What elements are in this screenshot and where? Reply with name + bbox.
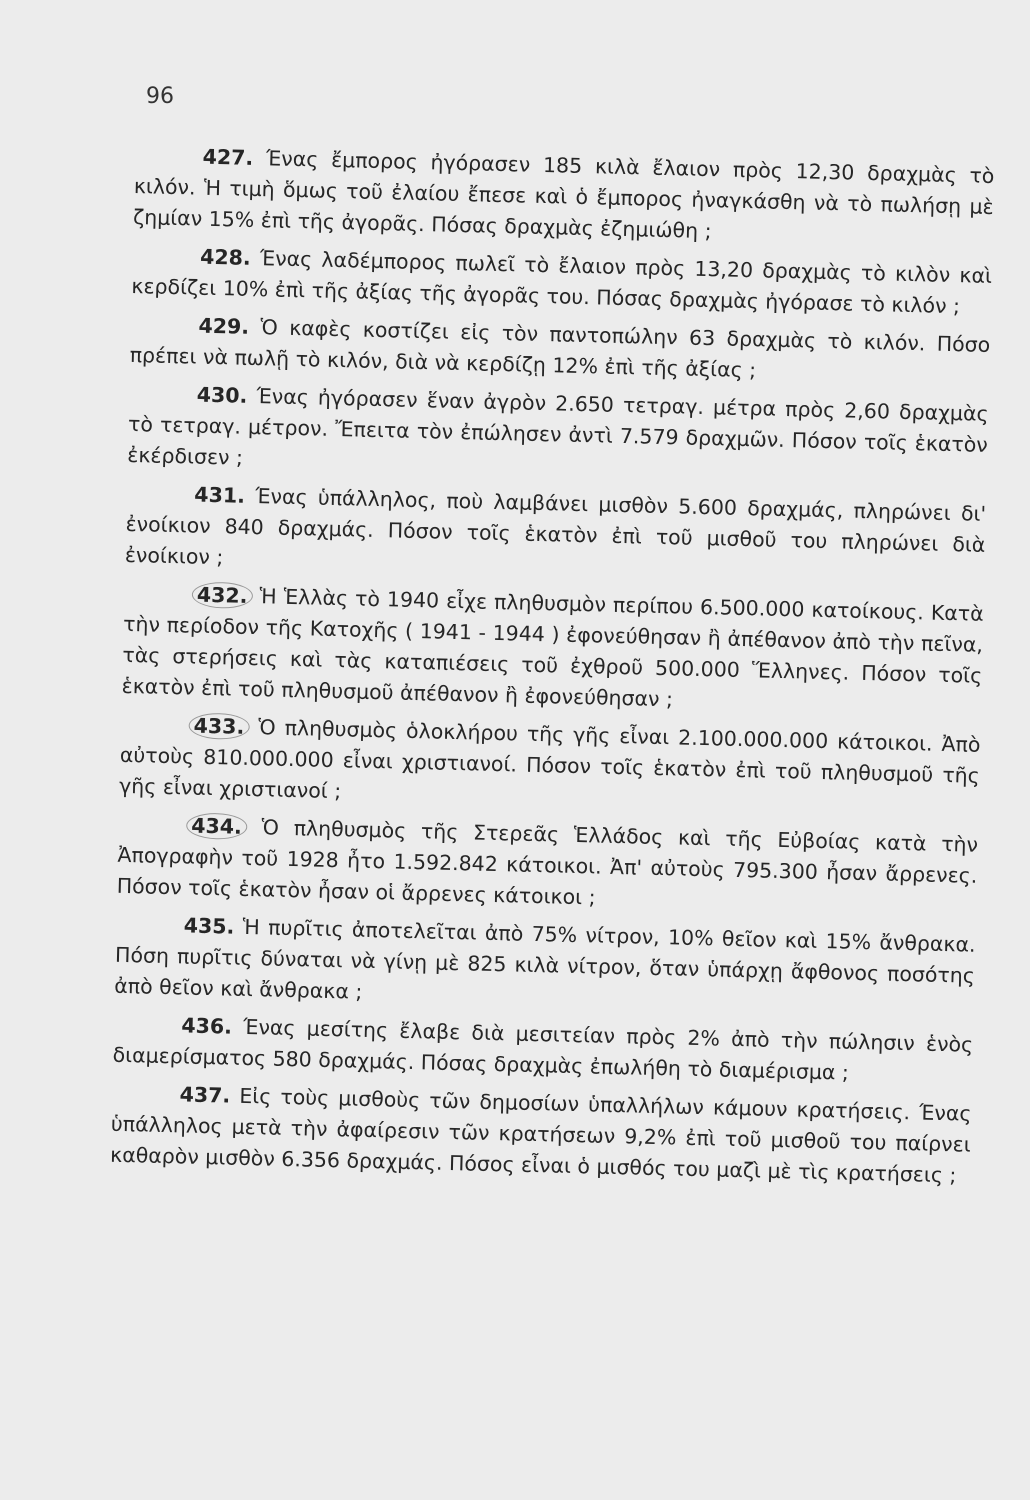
problem-number: 432. [192, 582, 253, 609]
problem-437 [110, 1078, 972, 1192]
problem-433 [119, 709, 981, 823]
problem-434 [116, 809, 978, 923]
problem-number: 430. [196, 382, 248, 408]
problem-number: 427. [202, 144, 254, 170]
problem-428 [131, 240, 992, 323]
problem-text: Ένας ἠγόρασεν ἕναν ἀγρὸν 2.650 τετραγ. μέτρα πρὸς 2,60 δραχμὰς τὸ τετραγ. μέτρον. Ἔπειτα τὸν ἐπώλησεν ἀντὶ 7.579 δραχμῶν. Πόσον τοῖς ἑκατὸν ἐκέρδισεν ; [127, 384, 989, 470]
problem-431 [124, 478, 986, 592]
problem-number: 428. [199, 244, 252, 270]
problem-text: Ένας λαδέμπορος πωλεῖ τὸ ἔλαιον πρὸς 13,20 δραχμὰς τὸ κιλὸν καὶ κερδίζει 10% ἐπὶ τῆς ἀξίας τῆς ἀγορᾶς του. Πόσας δραχμὰς ἠγόρασε τὸ κιλόν ; [131, 246, 993, 319]
problem-number: 435. [183, 913, 235, 939]
problem-text: Ὁ πληθυσμὸς τῆς Στερεᾶς Ἑλλάδος καὶ τῆς Εὐβοίας κατὰ τὴν Ἀπογραφὴν τοῦ 1928 ἦτο 1.592.842 κάτοικοι. Ἀπ' αὐτοὺς 795.300 ἦσαν ἄρρενες. Πόσον τοῖς ἑκατὸν ἦσαν οἱ ἄρρενες κάτοικοι ; [116, 815, 979, 910]
problem-number: 429. [198, 313, 250, 339]
problem-number: 437. [179, 1082, 231, 1108]
problem-number: 431. [194, 482, 246, 508]
problem-435 [114, 909, 976, 1023]
problem-436 [112, 1009, 973, 1092]
problem-text: Ὁ καφὲς κοστίζει εἰς τὸν παντοπώλην 63 δραχμὰς τὸ κιλόν. Πόσο πρέπει νὰ πωλῇ τὸ κιλόν, διὰ νὰ κερδίζῃ 12% ἐπὶ τῆς ἀξίας ; [129, 315, 991, 383]
problem-list [110, 140, 995, 1199]
problem-432 [121, 578, 984, 723]
page-number: 96 [146, 84, 174, 109]
problem-text: Εἰς τοὺς μισθοὺς τῶν δημοσίων ὑπαλλήλων κάμουν κρατήσεις. Ένας ὑπάλληλος μετὰ τὴν ἀφαίρεσιν τῶν κρατήσεων 9,2% ἐπὶ τοῦ μισθοῦ του παίρνει καθαρὸν μισθὸν 6.356 δραχμάς. Πόσος εἶναι ὁ μισθός του μαζὶ μὲ τὶς κρατήσεις ; [109, 1083, 972, 1188]
problem-text: Ἡ πυρῖτις ἀποτελεῖται ἀπὸ 75% νίτρον, 10% θεῖον καὶ 15% ἄνθρακα. Πόση πυρῖτις δύναται νὰ γίνῃ μὲ 825 κιλὰ νίτρον, ὅταν ὑπάρχῃ ἄφθονος ποσότης ἀπὸ θεῖον καὶ ἄνθρακα ; [114, 914, 976, 1004]
problem-number: 436. [181, 1013, 233, 1039]
problem-427 [133, 140, 995, 254]
problem-430 [127, 378, 989, 492]
problem-text: Ὁ πληθυσμὸς ὁλοκλήρου τῆς γῆς εἶναι 2.100.000.000 κάτοικοι. Ἀπὸ αὐτοὺς 810.000.000 εἶναι χριστιανοί. Πόσον τοῖς ἑκατὸν ἐπὶ τοῦ πληθυσμοῦ τῆς γῆς εἶναι χριστιανοί ; [118, 715, 981, 804]
problem-text: Ένας μεσίτης ἔλαβε διὰ μεσιτείαν πρὸς 2% ἀπὸ τὴν πώλησιν ἑνὸς διαμερίσματος 580 δραχμάς. Πόσας δραχμὰς ἐπωλήθη τὸ διαμέρισμα ; [112, 1014, 974, 1085]
problem-number: 433. [188, 712, 249, 739]
problem-429 [129, 309, 990, 392]
problem-text: Ένας ἔμπορος ἠγόρασεν 185 κιλὰ ἔλαιον πρὸς 12,30 δραχμὰς τὸ κιλόν. Ἡ τιμὴ ὅμως τοῦ ἐλαίου ἔπεσε καὶ ὁ ἔμπορος ἠναγκάσθη νὰ τὸ πωλήσῃ μὲ ζημίαν 15% ἐπὶ τῆς ἀγορᾶς. Πόσας δραχμὰς ἐζημιώθη ; [132, 146, 995, 244]
problem-text: Ἡ Ἑλλὰς τὸ 1940 εἶχε πληθυσμὸν περίπου 6.500.000 κατοίκους. Κατὰ τὴν περίοδον τῆς Κατοχῆς ( 1941 - 1944 ) ἐφονεύθησαν ἢ ἀπέθανον ἀπὸ τὴν πεῖνα, τὰς στερήσεις καὶ τὰς καταπιέσεις τοῦ ἐχθροῦ 500.000 Ἕλληνες. Πόσον τοῖς ἑκατὸν ἐπὶ τοῦ πληθυσμοῦ ἀπέθανον ἢ ἐφονεύθησαν ; [121, 584, 984, 712]
problem-text: Ένας ὑπάλληλος, ποὺ λαμβάνει μισθὸν 5.600 δραχμάς, πληρώνει δι' ἐνοίκιον 840 δραχμάς. Πόσον τοῖς ἑκατὸν ἐπὶ τοῦ μισθοῦ του πληρώνει διὰ ἐνοίκιον ; [124, 484, 987, 570]
problem-number: 434. [186, 812, 247, 839]
